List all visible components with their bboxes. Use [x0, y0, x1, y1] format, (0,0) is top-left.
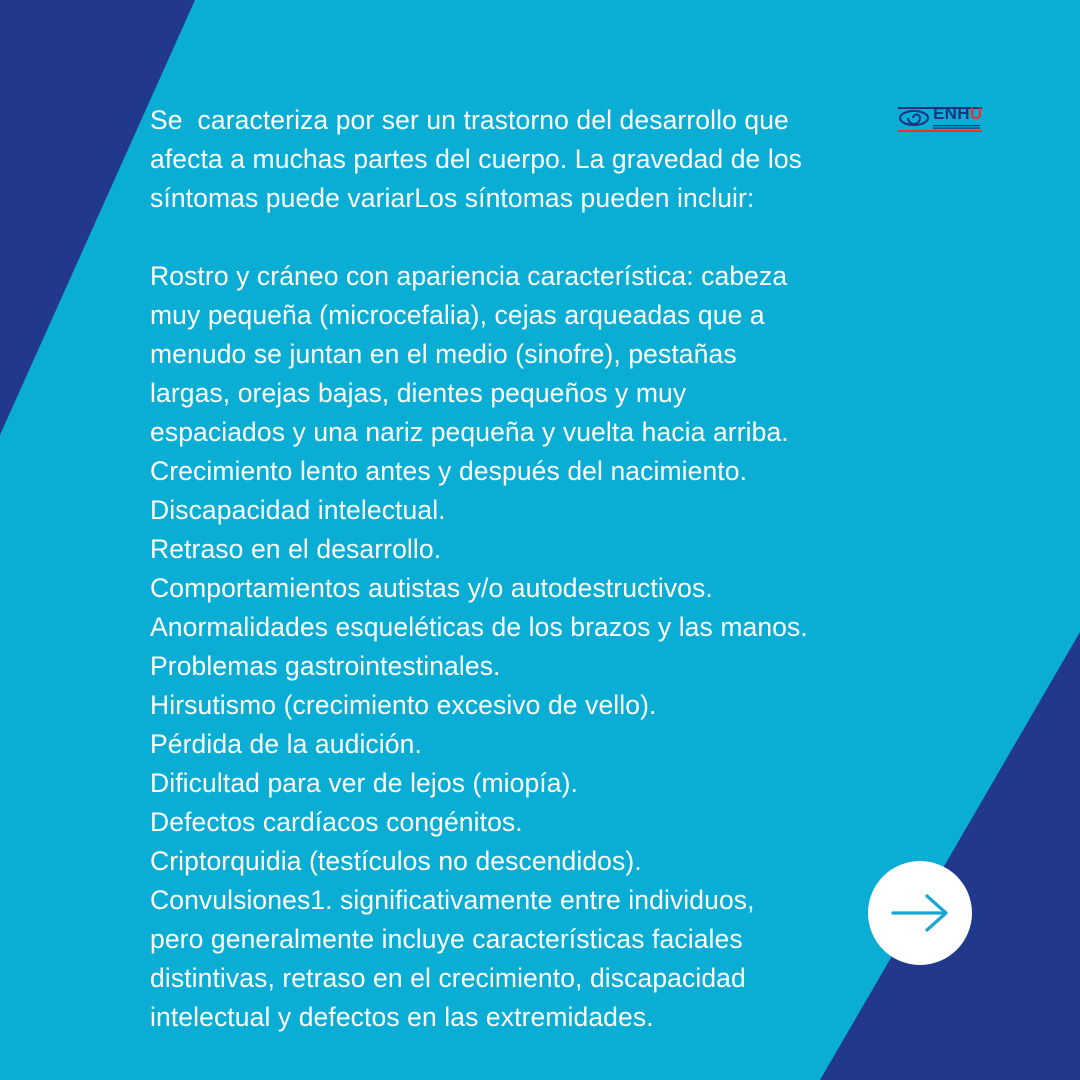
text-line: afecta a muchas partes del cuerpo. La gravedad de los: [150, 144, 803, 174]
text-line: intelectual y defectos en las extremidades.: [150, 1002, 654, 1032]
text-line: Pérdida de la audición.: [150, 729, 422, 759]
text-line: Dificultad para ver de lejos (miopía).: [150, 768, 578, 798]
text-line: síntomas puede variarLos síntomas pueden incluir:: [150, 183, 755, 213]
text-line: espaciados y una nariz pequeña y vuelta hacia arriba.: [150, 417, 789, 447]
text-line: Anormalidades esqueléticas de los brazos y las manos.: [150, 612, 808, 642]
logo-wordmark: [933, 105, 982, 123]
text-line: Hirsutismo (crecimiento excesivo de vello).: [150, 690, 657, 720]
text-line: Rostro y cráneo con apariencia característica: cabeza: [150, 261, 788, 291]
text-line: Comportamientos autistas y/o autodestructivos.: [150, 573, 713, 603]
text-line: muy pequeña (microcefalia), cejas arqueadas que a: [150, 300, 765, 330]
text-line: Retraso en el desarrollo.: [150, 534, 442, 564]
arrow-right-icon: [889, 893, 951, 933]
text-line: Problemas gastrointestinales.: [150, 651, 501, 681]
text-line: [150, 218, 890, 257]
symptoms-text: [150, 101, 890, 1037]
text-line: Defectos cardíacos congénitos.: [150, 807, 523, 837]
logo-text-part2: U: [969, 104, 983, 123]
text-line: Convulsiones1. significativamente entre individuos,: [150, 885, 755, 915]
text-line: pero generalmente incluye características faciales: [150, 924, 743, 954]
text-line: Discapacidad intelectual.: [150, 495, 446, 525]
text-line: largas, orejas bajas, dientes pequeños y muy: [150, 378, 687, 408]
text-line: Criptorquidia (testículos no descendidos).: [150, 846, 642, 876]
next-slide-button[interactable]: [868, 861, 972, 965]
text-line: Crecimiento lento antes y después del nacimiento.: [150, 456, 748, 486]
text-line: Se caracteriza por ser un trastorno del desarrollo que: [150, 105, 789, 135]
text-line: distintivas, retraso en el crecimiento, discapacidad: [150, 963, 746, 993]
logo-text-part1: ENH: [933, 104, 970, 123]
text-line: menudo se juntan en el medio (sinofre), pestañas: [150, 339, 737, 369]
enhu-logo: [896, 104, 984, 136]
